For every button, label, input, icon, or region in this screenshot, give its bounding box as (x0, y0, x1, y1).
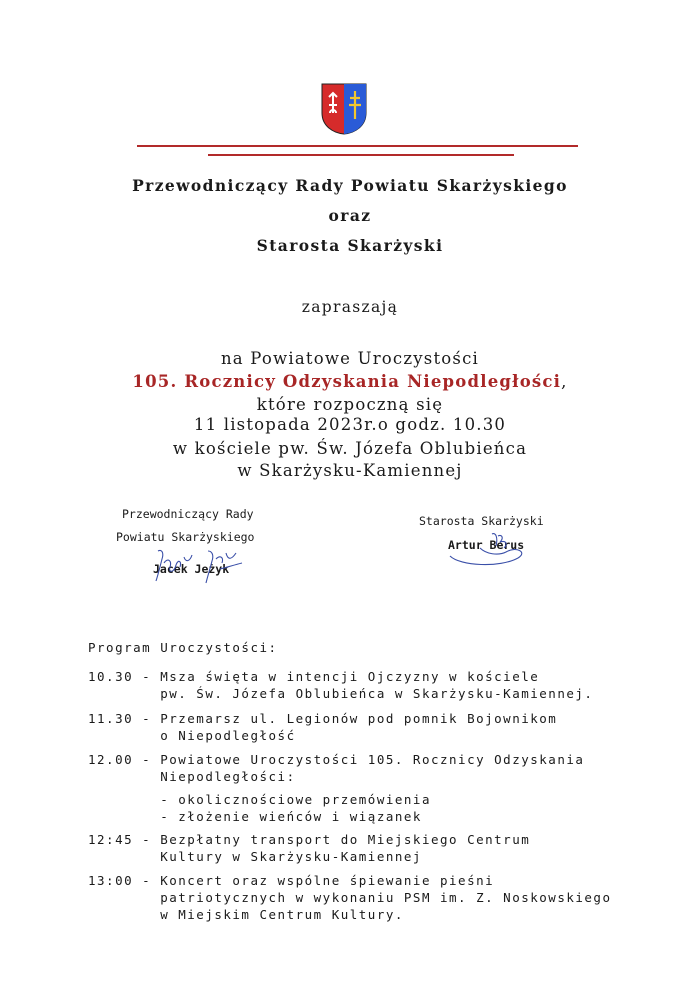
program-item-2-line-2: o Niepodległość (88, 728, 296, 743)
event-line-2 (0, 372, 700, 391)
left-signatory-title-2: Powiatu Skarżyskiego (116, 530, 255, 544)
heading-line-3: Starosta Skarżyski (256, 236, 444, 255)
anniversary-suffix: , (561, 372, 568, 391)
program-item-4-line-1: - okolicznościowe przemówienia (88, 792, 431, 807)
program-item-3-line-1: 12.00 - Powiatowe Uroczystości 105. Rocznicy Odzyskania (88, 752, 585, 767)
program-item-6-line-2: patriotycznych w wykonaniu PSM im. Z. Noskowskiego (88, 890, 612, 905)
left-signatory-title-1: Przewodniczący Rady (122, 507, 254, 521)
event-line-5: w kościele pw. Św. Józefa Oblubieńca (172, 439, 528, 458)
heading-line-2: oraz (328, 206, 372, 225)
program-item-3-line-2: Niepodległości: (88, 769, 296, 784)
invite-word: zapraszają (301, 298, 399, 316)
event-line-6: w Skarżysku-Kamiennej (237, 461, 463, 480)
program-item-1-line-1: 10.30 - Msza święta w intencji Ojczyzny w kościele (88, 669, 540, 684)
program-item-4-line-2: - złożenie wieńców i wiązanek (88, 809, 422, 824)
program-item-6-line-3: w Miejskim Centrum Kultury. (88, 907, 404, 922)
left-signatory-name: Jacek Jeżyk (153, 562, 230, 576)
program-title: Program Uroczystości: (88, 640, 278, 655)
program-item-1-line-2: pw. Św. Józefa Oblubieńca w Skarżysku-Kamiennej. (88, 686, 594, 701)
header-rule-short (208, 154, 514, 156)
heading-line-1: Przewodniczący Rady Powiatu Skarżyskiego (132, 176, 568, 195)
event-line-1: na Powiatowe Uroczystości (220, 349, 479, 368)
event-date-time: 11 listopada 2023r.o godz. 10.30 (193, 415, 507, 434)
program-item-6-line-1: 13:00 - Koncert oraz wspólne śpiewanie pieśni (88, 873, 495, 888)
right-handwritten-signature (440, 528, 535, 570)
right-signatory-name: Artur Berus (448, 538, 525, 552)
anniversary-title: 105. Rocznicy Odzyskania Niepodległości (132, 372, 562, 391)
program-item-5-line-2: Kultury w Skarżysku-Kamiennej (88, 849, 422, 864)
left-handwritten-signature (150, 543, 250, 588)
program-item-5-line-1: 12:45 - Bezpłatny transport do Miejskiego Centrum (88, 832, 531, 847)
header-rule-long (137, 145, 578, 147)
program-item-2-line-1: 11.30 - Przemarsz ul. Legionów pod pomnik Bojownikom (88, 711, 558, 726)
coat-of-arms-icon (321, 83, 367, 135)
event-line-3: które rozpoczną się (256, 395, 444, 414)
right-signatory-title: Starosta Skarżyski (419, 514, 544, 528)
